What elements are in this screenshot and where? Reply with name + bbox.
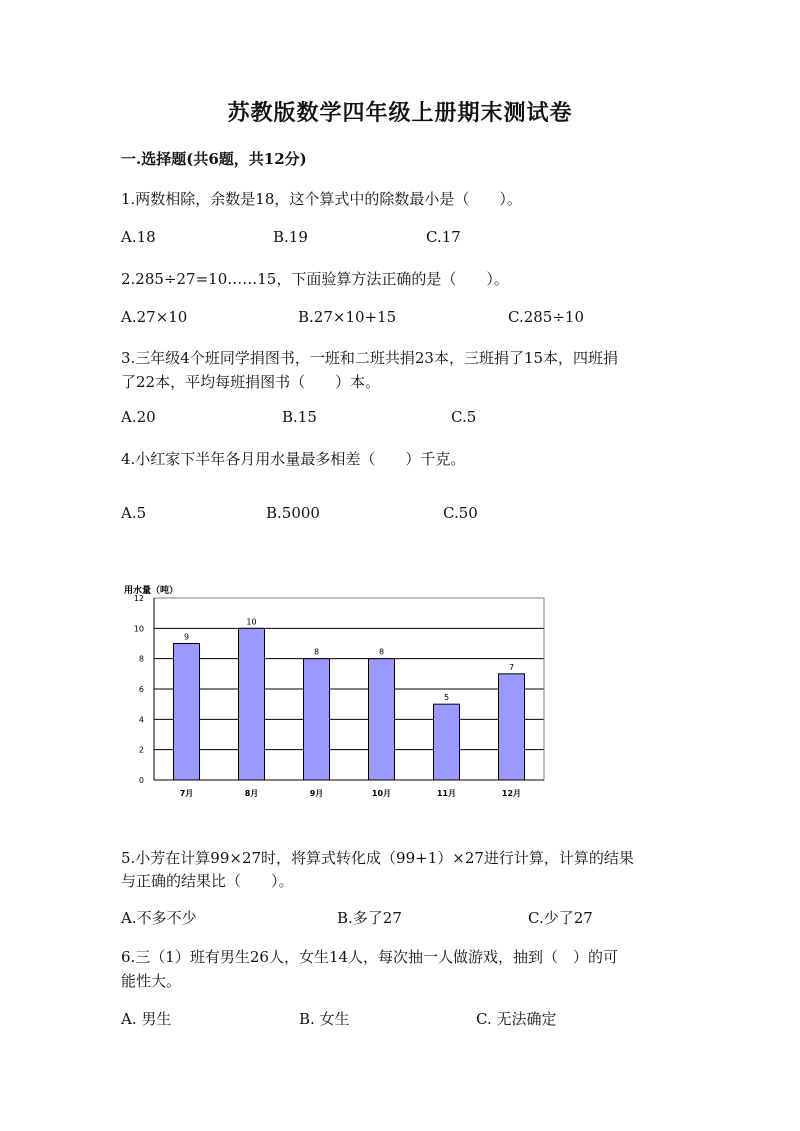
question-2: 2.285÷27=10……15，下面验算方法正确的是（ ）。 [121, 270, 509, 288]
question-5-line-1: 5.小芳在计算99×27时，将算式转化成（99+1）×27进行计算，计算的结果 [121, 849, 634, 867]
x-tick-label: 11月 [436, 789, 457, 798]
q4-option-b: B.5000 [266, 504, 320, 522]
data-label: 5 [443, 693, 450, 703]
q2-option-b: B.27×10+15 [298, 308, 397, 326]
y-tick-label: 2 [138, 745, 144, 755]
water-usage-chart [118, 582, 548, 804]
y-tick-label: 8 [138, 654, 144, 664]
section-heading: 一.选择题(共6题，共12分) [121, 150, 307, 168]
q6-option-c: C. 无法确定 [476, 1010, 557, 1028]
q4-option-c: C.50 [443, 504, 478, 522]
q6-option-a: A. 男生 [121, 1010, 172, 1028]
q3-option-c: C.5 [451, 408, 477, 426]
bar-7月 [174, 644, 200, 781]
x-tick-label: 10月 [371, 789, 392, 798]
q1-option-b: B.19 [273, 228, 308, 246]
data-label: 7 [508, 662, 515, 672]
bar-11月 [434, 704, 460, 780]
y-tick-label: 4 [138, 715, 144, 725]
bar-8月 [239, 628, 265, 780]
data-label: 10 [246, 617, 257, 627]
x-tick-label: 8月 [244, 789, 259, 798]
data-label: 9 [183, 632, 190, 642]
q1-option-c: C.17 [426, 228, 461, 246]
q5-option-a: A.不多不少 [121, 909, 197, 927]
page-title: 苏教版数学四年级上册期末测试卷 [227, 100, 573, 126]
question-1: 1.两数相除，余数是18，这个算式中的除数最小是（ ）。 [121, 190, 522, 208]
question-3-line-1: 3.三年级4个班同学捐图书，一班和二班共捐23本，三班捐了15本，四班捐 [121, 349, 619, 367]
question-3-line-2: 了22本，平均每班捐图书（ ）本。 [121, 373, 381, 391]
question-5-line-2: 与正确的结果比（ ）。 [121, 872, 294, 890]
q6-option-b: B. 女生 [299, 1010, 350, 1028]
q2-option-a: A.27×10 [121, 308, 188, 326]
y-tick-label: 10 [133, 624, 144, 634]
x-tick-label: 12月 [501, 789, 522, 798]
x-tick-label: 7月 [179, 789, 194, 798]
q5-option-b: B.多了27 [337, 909, 402, 927]
bar-12月 [499, 674, 525, 780]
q3-option-b: B.15 [282, 408, 317, 426]
q5-option-c: C.少了27 [528, 909, 593, 927]
question-6-line-1: 6.三（1）班有男生26人，女生14人，每次抽一人做游戏，抽到（ ）的可 [121, 948, 619, 966]
data-label: 8 [378, 647, 385, 657]
q2-option-c: C.285÷10 [508, 308, 584, 326]
question-6-line-2: 能性大。 [121, 972, 182, 990]
bar-9月 [304, 659, 330, 780]
y-tick-label: 12 [133, 594, 144, 603]
y-tick-label: 0 [138, 776, 144, 785]
question-4: 4.小红家下半年各月用水量最多相差（ ）千克。 [121, 450, 466, 468]
q3-option-a: A.20 [121, 408, 156, 426]
y-tick-label: 6 [138, 685, 144, 694]
q4-option-a: A.5 [121, 504, 147, 522]
x-tick-label: 9月 [309, 789, 324, 798]
bar-10月 [369, 659, 395, 780]
data-label: 8 [313, 647, 320, 657]
q1-option-a: A.18 [121, 228, 156, 246]
y-axis-label: 用水量（吨） [124, 586, 179, 596]
